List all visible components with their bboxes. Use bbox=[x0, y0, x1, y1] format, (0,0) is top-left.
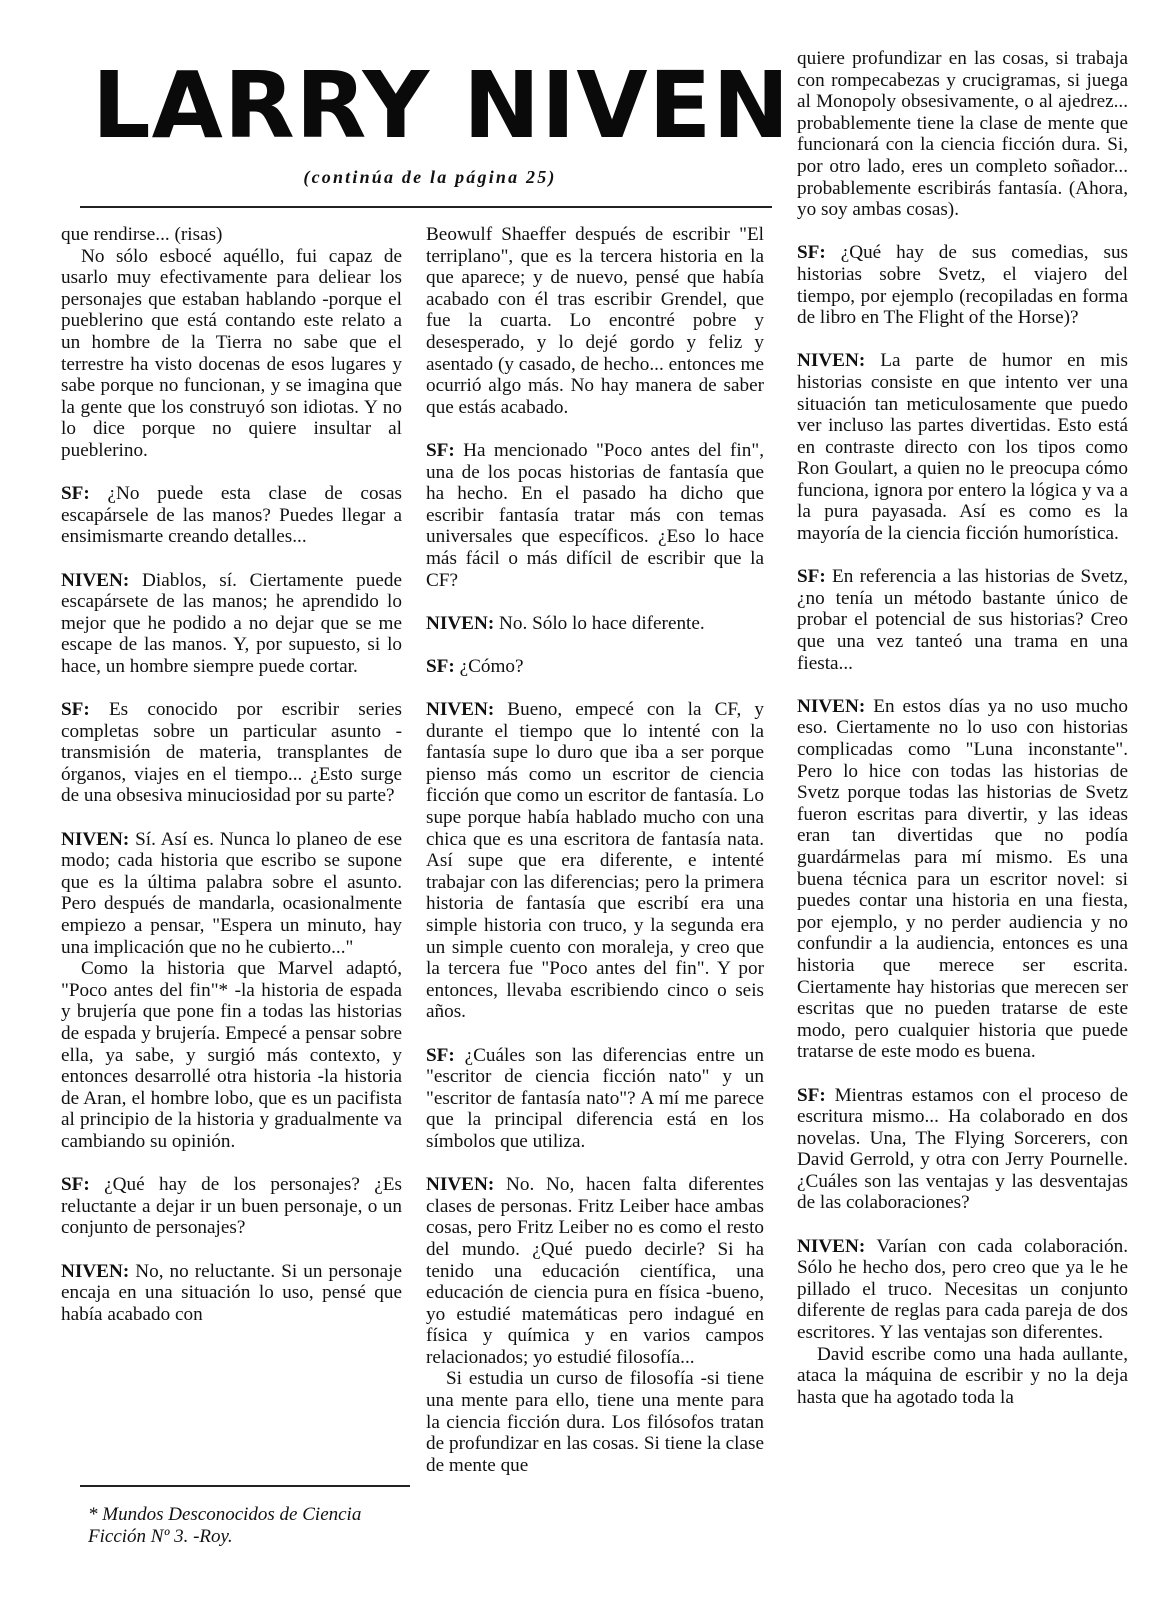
paragraph bbox=[797, 1236, 1128, 1344]
paragraph bbox=[797, 566, 1128, 674]
column-2 bbox=[426, 224, 764, 1476]
speaker-label: NIVEN: bbox=[61, 569, 130, 591]
paragraph-text: No, no reluctante. Si un personaje encaja en una situación lo uso, pensé que había acabado con bbox=[61, 1260, 402, 1325]
paragraph-text: Diablos, sí. Ciertamente puede escapársete de las manos; he aprendido lo mejor que he podido a no dejar que se me escape de las manos. Y, por supuesto, si lo hace, un hombre siempre puede cortar. bbox=[61, 569, 402, 677]
speaker-label: SF: bbox=[797, 1084, 826, 1106]
paragraph-text: David escribe como una hada aullante, ataca la máquina de escribir y no la deja hasta que ha agotado toda la bbox=[797, 1343, 1128, 1408]
speaker-label: SF: bbox=[426, 655, 455, 677]
paragraph-text: Sí. Así es. Nunca lo planeo de ese modo; cada historia que escribo se supone que es la última palabra sobre el asunto. Pero después de mandarla, ocasionalmente empiezo a pensar, "Espera un minuto, hay una implicación que no he cubierto..." bbox=[61, 828, 402, 958]
speaker-label: NIVEN: bbox=[797, 1235, 866, 1257]
paragraph bbox=[797, 242, 1128, 328]
footnote: * Mundos Desconocidos de Ciencia Ficción Nº 3. -Roy. bbox=[88, 1504, 362, 1547]
paragraph-text: ¿Qué hay de los personajes? ¿Es reluctante a dejar ir un buen personaje, o un conjunto de personajes? bbox=[61, 1174, 402, 1239]
paragraph bbox=[797, 350, 1128, 544]
speaker-label: NIVEN: bbox=[61, 1260, 130, 1282]
paragraph bbox=[61, 958, 402, 1152]
paragraph bbox=[426, 224, 764, 418]
paragraph bbox=[797, 1085, 1128, 1215]
paragraph bbox=[61, 1261, 402, 1326]
paragraph bbox=[61, 483, 402, 548]
paragraph bbox=[426, 1368, 764, 1476]
footnote-rule bbox=[80, 1485, 410, 1487]
page-title: LARRY NIVEN bbox=[92, 52, 791, 159]
paragraph-text: Beowulf Shaeffer después de escribir "El terriplano", que es la tercera historia en la que aparece; y de nuevo, pensé que había acabado con él tras escribir Grendel, que fue la cuarta. Lo encontré pobre y desesperado, y lo dejé gordo y feliz y asentado (y casado, de hecho... entonces me ocurrió algo más. No hay manera de saber que estás acabado. bbox=[426, 224, 764, 418]
speaker-label: NIVEN: bbox=[426, 1174, 495, 1196]
speaker-label: NIVEN: bbox=[61, 828, 130, 850]
paragraph-text: La parte de humor en mis historias consiste en que intento ver una situación tan meticulosamente que puedo ver incluso las partes divertidas. Esto está en contraste directo con los tipos como Ron Goulart, a quien no le preocupa cómo funciona, ignora por entero la lógica y va a la pura payasada. Así es como es la mayoría de la ciencia ficción humorística. bbox=[797, 350, 1128, 545]
paragraph-text: No sólo esbocé aquéllo, fui capaz de usarlo muy efectivamente para deliear los personajes que estaban hablando -porque el pueblerino que está contando este relato a un hombre de la Tierra no sabe que el terrestre ha visto docenas de esos lugares y sabe porque no funcionan, y se imagina que la gente que los construyó son idiotas. Y no lo dice porque no quiere insultar al pueblerino. bbox=[61, 245, 402, 461]
paragraph bbox=[797, 1344, 1128, 1409]
paragraph bbox=[426, 1045, 764, 1153]
speaker-label: SF: bbox=[426, 439, 455, 461]
paragraph bbox=[61, 829, 402, 959]
paragraph-text: Ha mencionado "Poco antes del fin", una de los pocas historias de fantasía que ha hecho. En el pasado ha dicho que escribir fantasía tratar más con temas universales que específicos. ¿Eso lo hace más fácil o más difícil de escribir que la CF? bbox=[426, 439, 764, 591]
column-1 bbox=[61, 224, 402, 1325]
paragraph-text: En estos días ya no uso mucho eso. Ciertamente no lo uso con historias complicadas como "Luna inconstante". Pero lo hice con todas las historias de Svetz porque todas las historias de Svetz fueron escritas para divertir, y las ideas eran tan divertidas que no podía guardármelas para mí mismo. Es una buena técnica para un escritor novel: si puedes contar una historia en una fiesta, por ejemplo, y no perder audiencia y no confundir a la audiencia, entonces es una historia que merece ser escrita. Ciertamente hay historias que merecen ser escritas que no pueden tratarse de este modo, pero cualquier historia que puede tratarse de este modo es buena. bbox=[797, 695, 1128, 1063]
paragraph-text: ¿Cuáles son las diferencias entre un "escritor de ciencia ficción nato" y un "escritor de fantasía nato"? A mí me parece que la principal diferencia está en los símbolos que utiliza. bbox=[426, 1044, 764, 1152]
continuation-note: (continúa de la página 25) bbox=[303, 167, 557, 187]
paragraph-text: Si estudia un curso de filosofía -si tiene una mente para ello, tiene una mente para la ciencia ficción dura. Los filósofos tratan de profundizar en las cosas. Si tiene la clase de mente que bbox=[426, 1368, 764, 1476]
paragraph-text: No. Sólo lo hace diferente. bbox=[494, 612, 705, 634]
paragraph-text: Bueno, empecé con la CF, y durante el tiempo que lo intenté con la fantasía supe lo duro que iba a ser porque pienso más como un escritor de ciencia ficción que como un escritor de fantasía. Lo supe porque había hablado mucho con una chica que es una escritora de fantasía nata. Así supe que era diferente, e intenté trabajar con las diferencias; pero la primera historia de fantasía que escribí era una simple historia con truco, y la segunda era un simple cuento con moraleja, y creo que la tercera fue "Poco antes del fin". Y por entonces, llevaba escribiendo cinco o seis años. bbox=[426, 699, 764, 1023]
paragraph-text: Mientras estamos con el proceso de escritura mismo... Ha colaborado en dos novelas. Una, The Flying Sorcerers, con David Gerrold, y otra con Jerry Pournelle. ¿Cuáles son las ventajas y las desventajas de las colaboraciones? bbox=[797, 1084, 1128, 1214]
paragraph bbox=[797, 696, 1128, 1063]
paragraph bbox=[61, 246, 402, 462]
speaker-label: NIVEN: bbox=[426, 699, 495, 721]
paragraph-text: ¿Cómo? bbox=[454, 655, 524, 677]
paragraph-text: que rendirse... (risas) bbox=[61, 224, 223, 245]
paragraph-text: Como la historia que Marvel adaptó, "Poco antes del fin"* -la historia de espada y brujería que pone fin a todas las historias de espada y brujería. Empecé a pensar sobre ella, ya sabe, y surgió más contexto, y entonces desarrollé otra historia -la historia de Aran, el hombre lobo, que es un pacifista al principio de la historia y gradualmente va cambiando su opinión. bbox=[61, 958, 402, 1152]
speaker-label: SF: bbox=[797, 566, 826, 588]
speaker-label: SF: bbox=[61, 1174, 90, 1196]
speaker-label: SF: bbox=[61, 483, 90, 505]
paragraph bbox=[61, 1174, 402, 1239]
speaker-label: SF: bbox=[61, 699, 90, 721]
column-3 bbox=[797, 48, 1128, 1408]
paragraph-text: No. No, hacen falta diferentes clases de personas. Fritz Leiber hace ambas cosas, pero Fritz Leiber no es como el resto del mundo. ¿Qué puedo decirle? Si ha tenido una educación científica, una educación de ciencia pura en física -bueno, yo estudié matemáticas pero indagué en física y química y en varios campos relacionados; yo estudié filosofía... bbox=[426, 1174, 764, 1368]
paragraph bbox=[61, 699, 402, 807]
speaker-label: NIVEN: bbox=[426, 612, 495, 634]
paragraph bbox=[61, 570, 402, 678]
paragraph-text: Es conocido por escribir series completas sobre un particular asunto -transmisión de materia, transplantes de órganos, viajes en el tiempo... ¿Esto surge de una obsesiva minuciosidad por su parte? bbox=[61, 699, 402, 807]
paragraph bbox=[426, 440, 764, 591]
speaker-label: SF: bbox=[797, 242, 826, 264]
speaker-label: SF: bbox=[426, 1044, 455, 1066]
header-rule bbox=[80, 206, 772, 208]
paragraph bbox=[426, 699, 764, 1023]
paragraph-text: ¿Qué hay de sus comedias, sus historias sobre Svetz, el viajero del tiempo, por ejemplo (recopiladas en forma de libro en The Flight of the Horse)? bbox=[797, 242, 1128, 329]
paragraph-text: ¿No puede esta clase de cosas escapársele de las manos? Puedes llegar a ensimismarte creando detalles... bbox=[61, 483, 402, 548]
paragraph bbox=[426, 656, 764, 678]
paragraph bbox=[61, 224, 402, 246]
paragraph-text: quiere profundizar en las cosas, si trabaja con rompecabezas y crucigramas, si juega al Monopoly obsesivamente, o al ajedrez... probablemente tiene la clase de mente que funcionará con la ciencia ficción dura. Si, por otro lado, eres un completo soñador... probablemente escribirás fantasía. (Ahora, yo soy ambas cosas). bbox=[797, 48, 1128, 221]
speaker-label: NIVEN: bbox=[797, 695, 866, 717]
paragraph bbox=[426, 613, 764, 635]
paragraph bbox=[426, 1174, 764, 1368]
paragraph-text: Varían con cada colaboración. Sólo he hecho dos, pero creo que ya le he pillado el truco. Necesitas un conjunto diferente de reglas para cada pareja de dos escritores. Y las ventajas son diferentes. bbox=[797, 1235, 1128, 1344]
speaker-label: NIVEN: bbox=[797, 350, 866, 372]
paragraph bbox=[797, 48, 1128, 221]
paragraph-text: En referencia a las historias de Svetz, ¿no tenía un método bastante único de probar el potencial de sus historias? Creo que una vez tanteó una trama en una fiesta... bbox=[797, 566, 1128, 674]
